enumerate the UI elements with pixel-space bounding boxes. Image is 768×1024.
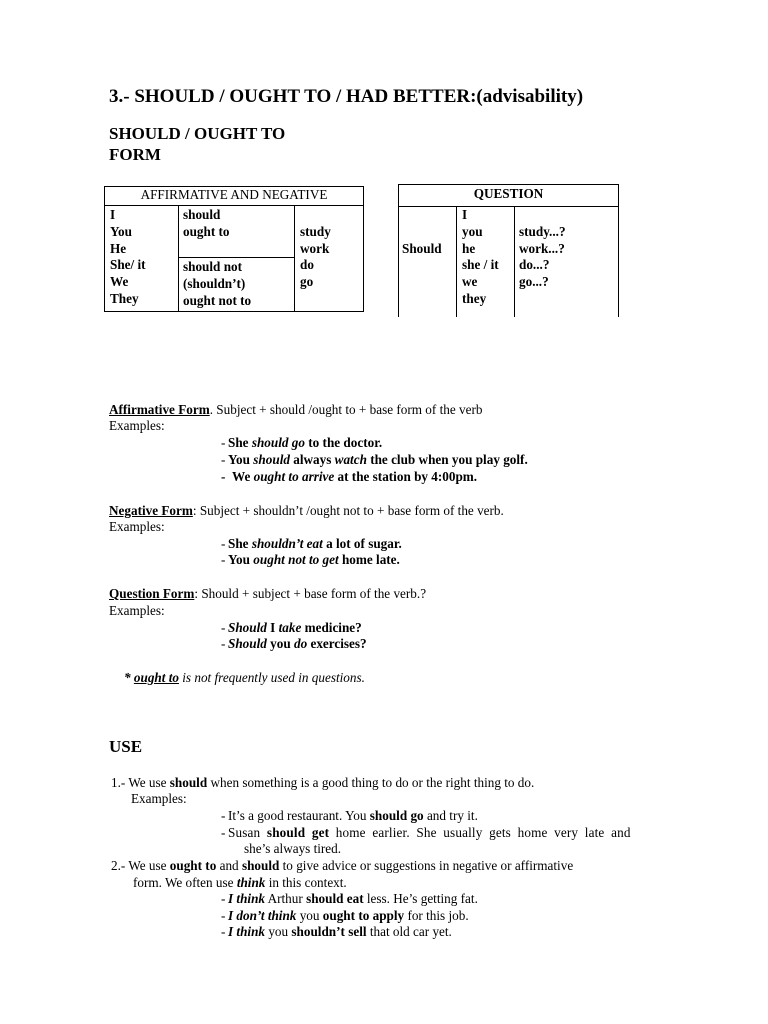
form-heading: FORM: [109, 145, 161, 164]
question-verb-cell: work...?: [519, 240, 565, 256]
note-term: ought to: [133, 670, 179, 685]
subject-cell: I: [110, 207, 116, 222]
question-verb-cell: study...?: [519, 223, 566, 239]
modal-cell: ought to: [183, 223, 230, 239]
verb-cell: work: [300, 240, 330, 256]
list-item-continuation: she’s always tired.: [244, 841, 342, 856]
list-item: - I don’t think you ought to apply for this job.: [221, 908, 469, 923]
question-verb-cell: go...?: [519, 274, 549, 290]
list-item: - You should always watch the club when you play golf.: [221, 452, 528, 467]
subject-cell: She/ it: [110, 257, 146, 273]
note: * ought to is not frequently used in questions.: [124, 670, 365, 685]
examples-label: Examples:: [109, 519, 165, 534]
question-verb-cell: do...?: [519, 257, 550, 273]
question-rule: Question Form: Should + subject + base form of the verb.?: [109, 586, 427, 601]
modal-neg-cell: should not: [183, 259, 243, 274]
negative-rule: Negative Form: Subject + shouldn’t /ought not to + base form of the verb.: [109, 503, 504, 518]
list-item: - She shouldn’t eat a lot of sugar.: [221, 536, 402, 551]
list-item: - She should go to the doctor.: [221, 435, 383, 450]
question-subject-cell: you: [462, 223, 483, 239]
affirmative-rule: Affirmative Form. Subject + should /ought to + base form of the verb: [109, 402, 483, 417]
modal-cell: should: [183, 207, 221, 222]
affirmative-negative-table: [104, 186, 364, 312]
affirmative-label: Affirmative Form: [109, 402, 210, 417]
question-table-header: QUESTION: [473, 186, 544, 201]
list-item: - It’s a good restaurant. You should go and try it.: [221, 808, 478, 823]
subject-cell: You: [110, 223, 132, 239]
use-paragraph-2: 2.- We use ought to and should to give advice or suggestions in negative or affirmative: [111, 858, 574, 873]
verb-cell: do: [300, 257, 314, 273]
list-item: - Should you do exercises?: [221, 636, 367, 651]
modal-neg-cell: ought not to: [183, 292, 252, 308]
question-subject-cell: we: [462, 274, 478, 290]
question-subject-cell: they: [462, 291, 487, 306]
question-subject-cell: she / it: [462, 257, 499, 273]
list-item: - We ought to arrive at the station by 4:00pm.: [221, 469, 478, 484]
list-item: - I think Arthur should eat less. He’s getting fat.: [221, 891, 478, 906]
question-subject-cell: he: [462, 240, 476, 256]
question-table: [398, 184, 619, 317]
question-modal-cell: Should: [402, 241, 442, 256]
list-item: - Susan should get home earlier. She usually gets home very late and: [221, 825, 631, 840]
verb-cell: study: [300, 223, 331, 239]
question-label: Question Form: [109, 586, 195, 601]
subject-cell: We: [110, 274, 129, 290]
affirm-table-header: AFFIRMATIVE AND NEGATIVE: [140, 187, 328, 202]
subject-cell: They: [110, 291, 139, 306]
section-heading: SHOULD / OUGHT TO: [109, 124, 286, 143]
examples-label: Examples:: [131, 791, 187, 806]
page-title: 3.- SHOULD / OUGHT TO / HAD BETTER:(advisability): [109, 86, 584, 107]
use-heading: USE: [109, 737, 143, 756]
examples-label: Examples:: [109, 418, 165, 433]
question-subject-cell: I: [462, 207, 468, 222]
list-item: - I think you shouldn’t sell that old car yet.: [221, 924, 452, 939]
list-item: - Should I take medicine?: [221, 620, 362, 635]
examples-label: Examples:: [109, 603, 165, 618]
use-paragraph-1: 1.- We use should when something is a good thing to do or the right thing to do.: [111, 775, 535, 790]
negative-label: Negative Form: [109, 503, 193, 518]
subject-cell: He: [110, 240, 127, 256]
verb-cell: go: [300, 274, 314, 290]
use-paragraph-2-continuation: form. We often use think in this context.: [133, 875, 347, 890]
list-item: - You ought not to get home late.: [221, 552, 400, 567]
modal-neg-cell: (shouldn’t): [183, 275, 246, 291]
